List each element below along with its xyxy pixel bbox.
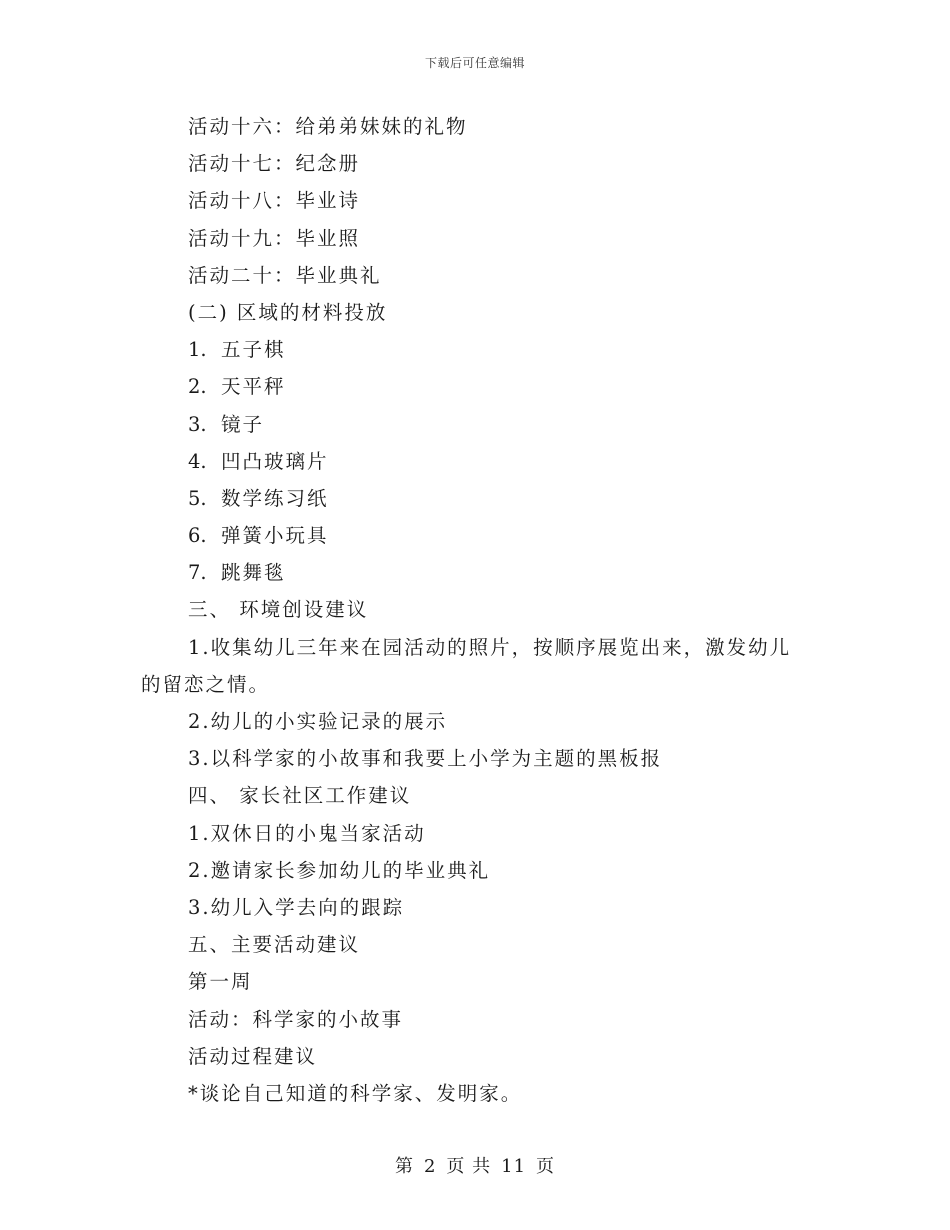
activity-17: 活动十七：纪念册 xyxy=(188,152,361,176)
bullet-item: *谈论自己知道的科学家、发明家。 xyxy=(188,1081,523,1105)
material-number: 2. xyxy=(188,375,207,399)
material-number: 4. xyxy=(188,449,207,473)
document-body xyxy=(0,108,950,1112)
material-number: 3. xyxy=(188,412,207,436)
material-text: 五子棋 xyxy=(221,338,286,362)
footer-page-number: 2 xyxy=(423,1156,437,1177)
section-4-item-3: 3.幼儿入学去向的跟踪 xyxy=(188,895,405,919)
material-number: 6. xyxy=(188,524,207,548)
process-heading: 活动过程建议 xyxy=(188,1044,318,1068)
material-number: 5. xyxy=(188,486,207,510)
material-item xyxy=(0,554,950,591)
footer-suffix: 页 xyxy=(536,1156,556,1177)
section-4-item-1: 1.双休日的小鬼当家活动 xyxy=(188,821,426,845)
section-3-item-2: 2.幼儿的小实验记录的展示 xyxy=(188,710,448,733)
material-text: 镜子 xyxy=(221,412,265,436)
footer-mid: 页 共 xyxy=(446,1156,492,1177)
material-number: 7. xyxy=(188,561,207,585)
activity-19: 活动十九：毕业照 xyxy=(188,226,361,250)
material-item xyxy=(0,517,950,554)
section-5-heading: 五、主要活动建议 xyxy=(188,933,361,957)
footer-total-pages: 11 xyxy=(501,1156,527,1177)
activity-20: 活动二十：毕业典礼 xyxy=(188,263,382,287)
material-text: 弹簧小玩具 xyxy=(221,524,329,548)
material-item xyxy=(0,368,950,405)
materials-heading: (二) 区域的材料投放 xyxy=(188,300,388,324)
material-item xyxy=(0,331,950,368)
section-3-item-1-continued: 的留恋之情。 xyxy=(141,672,271,696)
activity-16: 活动十六：给弟弟妹妹的礼物 xyxy=(188,115,468,138)
week-label: 第一周 xyxy=(188,970,253,994)
material-text: 跳舞毯 xyxy=(221,561,286,585)
footer-prefix: 第 xyxy=(394,1156,414,1177)
activity-18: 活动十八：毕业诗 xyxy=(188,189,361,213)
material-text: 数学练习纸 xyxy=(221,486,329,510)
activity-title: 活动：科学家的小故事 xyxy=(188,1007,404,1031)
material-text: 凹凸玻璃片 xyxy=(221,449,329,473)
section-3-item-3: 3.以科学家的小故事和我要上小学为主题的黑板报 xyxy=(188,747,663,771)
material-item xyxy=(0,406,950,443)
page-footer xyxy=(0,1152,950,1178)
material-item xyxy=(0,443,950,480)
section-3-item-1: 1.收集幼儿三年来在园活动的照片，按顺序展览出来，激发幼儿 xyxy=(188,635,792,659)
material-text: 天平秤 xyxy=(221,375,286,399)
section-4-heading: 四、 家长社区工作建议 xyxy=(188,784,412,808)
section-4-item-2: 2.邀请家长参加幼儿的毕业典礼 xyxy=(188,858,491,882)
material-item xyxy=(0,480,950,517)
material-number: 1. xyxy=(188,338,207,362)
section-3-heading: 三、 环境创设建议 xyxy=(188,598,369,622)
page-header-note: 下载后可任意编辑 xyxy=(424,56,525,70)
